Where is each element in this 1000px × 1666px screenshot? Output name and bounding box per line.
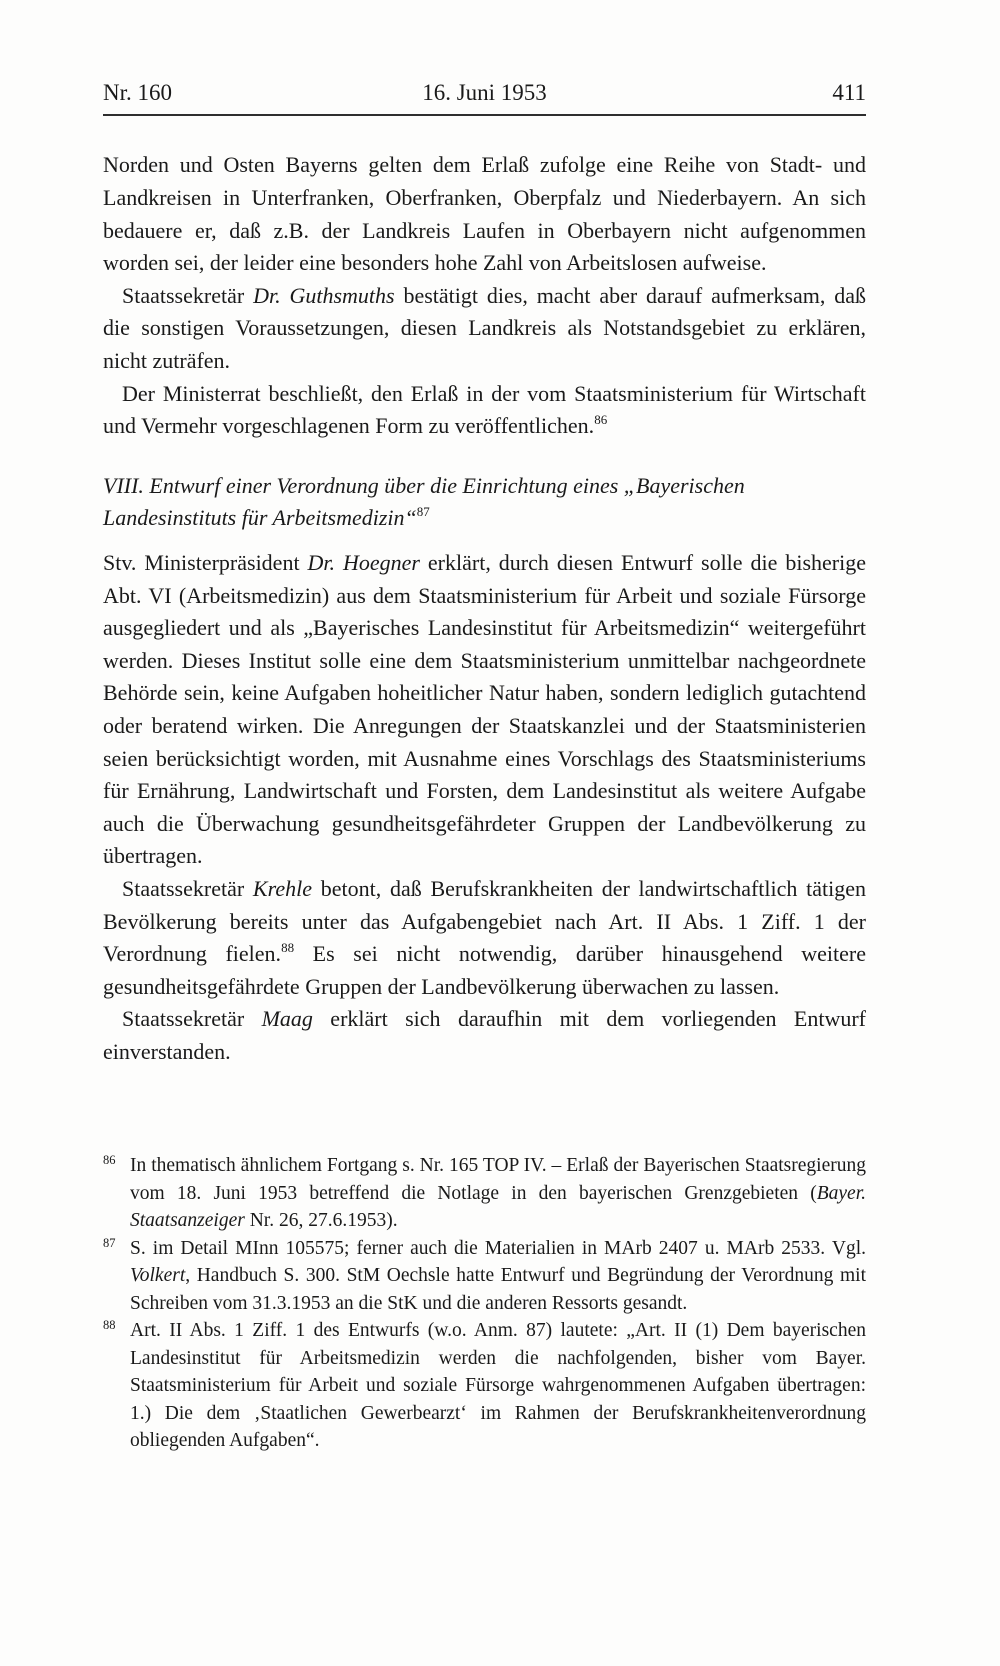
emphasis: Bayer. Staatsanzeiger [130, 1182, 866, 1232]
doc-number: Nr. 160 [103, 80, 172, 105]
paragraph: Staatssekretär Maag erklärt sich daraufhin mit dem vorliegenden Entwurf einverstanden. [103, 1006, 866, 1064]
footnote [103, 1317, 866, 1455]
footnote-text: In thematisch ähnlichem Fortgang s. Nr. 165 TOP IV. – Erlaß der Bayerischen Staatsregierung vom 18. Juni 1953 betreffend die Notlage in den bayerischen Grenzgebieten (Bayer. Staatsanzeiger Nr. 26, 27.6.1953). [130, 1155, 866, 1232]
paragraph: Stv. Ministerpräsident Dr. Hoegner erklärt, durch diesen Entwurf solle die bisherige Abt. VI (Arbeitsmedizin) aus dem Staatsministerium für Arbeit und soziale Fürsorge ausgegliedert und als „Bayerisches Landesinstitut für Arbeitsmedizin“ weitergeführt werden. Dieses Institut solle eine dem Staatsministerium unmittelbar nachgeordnete Behörde sein, keine Aufgaben hoheitlicher Natur haben, sondern lediglich gutachtend oder beratend wirken. Die Anregungen der Staatskanzlei und der Staatsministerien seien berücksichtigt worden, mit Ausnahme eines Vorschlags des Staatsministeriums für Ernährung, Landwirtschaft und Forsten, dem Landesinstitut als weitere Aufgabe auch die Überwachung gesundheitsgefährdeter Gruppen der Landbevölkerung zu übertragen. [103, 549, 866, 869]
footnote-marker: 87 [416, 504, 430, 520]
paragraph: Staatssekretär Dr. Guthsmuths bestätigt dies, macht aber darauf aufmerksam, daß die sonstigen Voraussetzungen, diesen Landkreis als Notstandsgebiet zu erklären, nicht zuträfen. [103, 282, 866, 373]
emphasis: Dr. Hoegner [307, 549, 420, 575]
footnotes [103, 1152, 866, 1455]
paragraph: Staatssekretär Krehle betont, daß Berufskrankheiten der landwirtschaftlich tätigen Bevölkerung bereits unter das Aufgabengebiet nach Art. II Abs. 1 Ziff. 1 der Verordnung fielen.$^{88}$ Es sei nicht notwendig, darüber hinausgehend weitere gesundheitsgefährdete Gruppen der Landbevölkerung überwachen zu lassen. [103, 875, 867, 999]
footnote-number: 86 [103, 1153, 116, 1168]
emphasis: Krehle [252, 875, 312, 901]
section-heading [103, 470, 866, 535]
footnote [103, 1235, 866, 1318]
paragraph: Norden und Osten Bayerns gelten dem Erlaß zufolge eine Reihe von Stadt- und Landkreisen in Unterfranken, Oberfranken, Oberpfalz und Niederbayern. An sich bedauere er, daß z.B. der Landkreis Laufen in Oberbayern nicht aufgenommen worden sei, der leider eine besonders hohe Zahl von Arbeitslosen aufweise. [103, 152, 866, 276]
emphasis: Maag [261, 1006, 313, 1032]
emphasis: Volkert [130, 1265, 186, 1287]
footnote [103, 1152, 866, 1235]
page-header [103, 80, 866, 116]
footnote-marker: 88 [281, 939, 295, 955]
footnote-number: 88 [103, 1318, 116, 1333]
emphasis: Dr. Guthsmuths [253, 282, 395, 308]
footnote-text: Art. II Abs. 1 Ziff. 1 des Entwurfs (w.o. Anm. 87) lautete: „Art. II (1) Dem bayerischen Landesinstitut für Arbeitsmedizin werden die nachfolgenden, bisher vom Bayer. Staatsministerium für Arbeit und soziale Fürsorge wahrgenommenen Aufgaben übertragen: 1.) Die dem ‚Staatlichen Gewerbearzt‘ im Rahmen der Berufskrankheitenverordnung obliegenden Aufgaben“. [130, 1320, 866, 1452]
footnote-marker: 86 [594, 411, 608, 427]
footnote-text: S. im Detail MInn 105575; ferner auch die Materialien in MArb 2407 u. MArb 2533. Vgl. Volkert, Handbuch S. 300. StM Oechsle hatte Entwurf und Begründung der Verordnung mit Schreiben vom 31.3.1953 an die StK und die anderen Ressorts gesandt. [130, 1237, 866, 1314]
footnote-number: 87 [103, 1235, 116, 1250]
body-text [103, 149, 866, 1068]
emphasis: VIII. Entwurf einer Verordnung über die Einrichtung eines „Bayerischen Landesinstituts für Arbeitsmedizin“ [103, 472, 745, 531]
page-number: 411 [832, 80, 866, 105]
header-date: 16. Juni 1953 [422, 80, 547, 105]
paragraph: Der Ministerrat beschließt, den Erlaß in der vom Staatsministerium für Wirtschaft und Vermehr vorgeschlagenen Form zu veröffentlichen.$^{86}$ [103, 380, 866, 439]
